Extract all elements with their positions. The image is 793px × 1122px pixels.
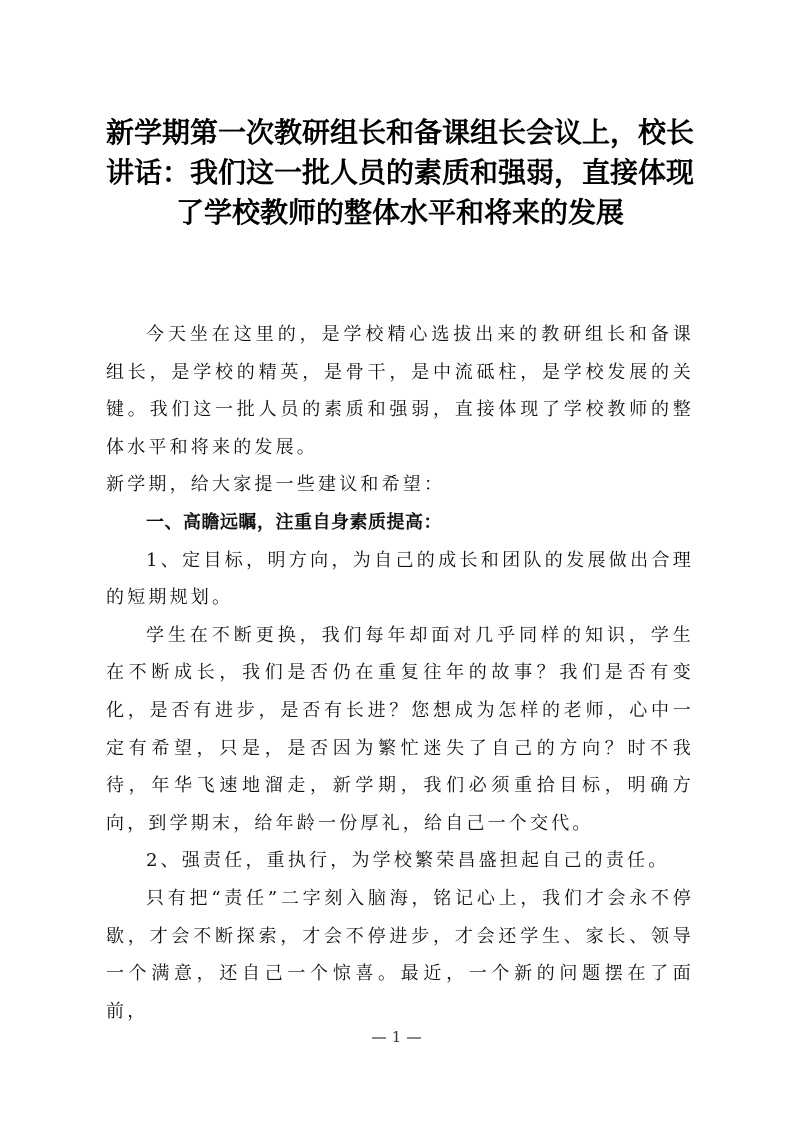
- paragraph-point-1: 1、定目标，明方向，为自己的成长和团队的发展做出合理的短期规划。: [106, 549, 694, 609]
- page-number: 1: [391, 1028, 402, 1046]
- paragraph-point-2-detail: 只有把“责任”二字刻入脑海，铭记心上，我们才会永不停歇，才会不断探索，才会不停进步，才会还学生、家长、领导一个满意，还自己一个惊喜。最近，一个新的问题摆在了面前，: [106, 887, 694, 1022]
- document-title: 新学期第一次教研组长和备课组长会议上，校长讲话：我们这一批人员的素质和强弱，直接体现了学校教师的整体水平和将来的发展: [105, 116, 694, 229]
- paragraph-suggestions-lead: 新学期，给大家提一些建议和希望：: [106, 474, 446, 496]
- footer-dash-right: [407, 1037, 421, 1039]
- paragraph-intro: 今天坐在这里的，是学校精心选拔出来的教研组长和备课组长，是学校的精英，是骨干，是中流砥柱，是学校发展的关键。我们这一批人员的素质和强弱，直接体现了学校教师的整体水平和将来的发展。: [106, 324, 694, 458]
- document-body: [106, 316, 694, 1030]
- paragraph-point-1-detail: 学生在不断更换，我们每年却面对几乎同样的知识，学生在不断成长，我们是否仍在重复往年的故事？我们是否有变化，是否有进步，是否有长进？您想成为怎样的老师，心中一定有希望，只是，是否因为繁忙迷失了自己的方向？时不我待，年华飞速地溜走，新学期，我们必须重拾目标，明确方向，到学期末，给年龄一份厚礼，给自己一个交代。: [106, 624, 694, 834]
- footer-dash-left: [372, 1037, 386, 1039]
- paragraph-point-2: 2、强责任，重执行，为学校繁荣昌盛担起自己的责任。: [146, 850, 670, 872]
- section-heading-1: 一、高瞻远瞩，注重自身素质提高：: [146, 511, 442, 533]
- page-footer: [0, 1028, 793, 1046]
